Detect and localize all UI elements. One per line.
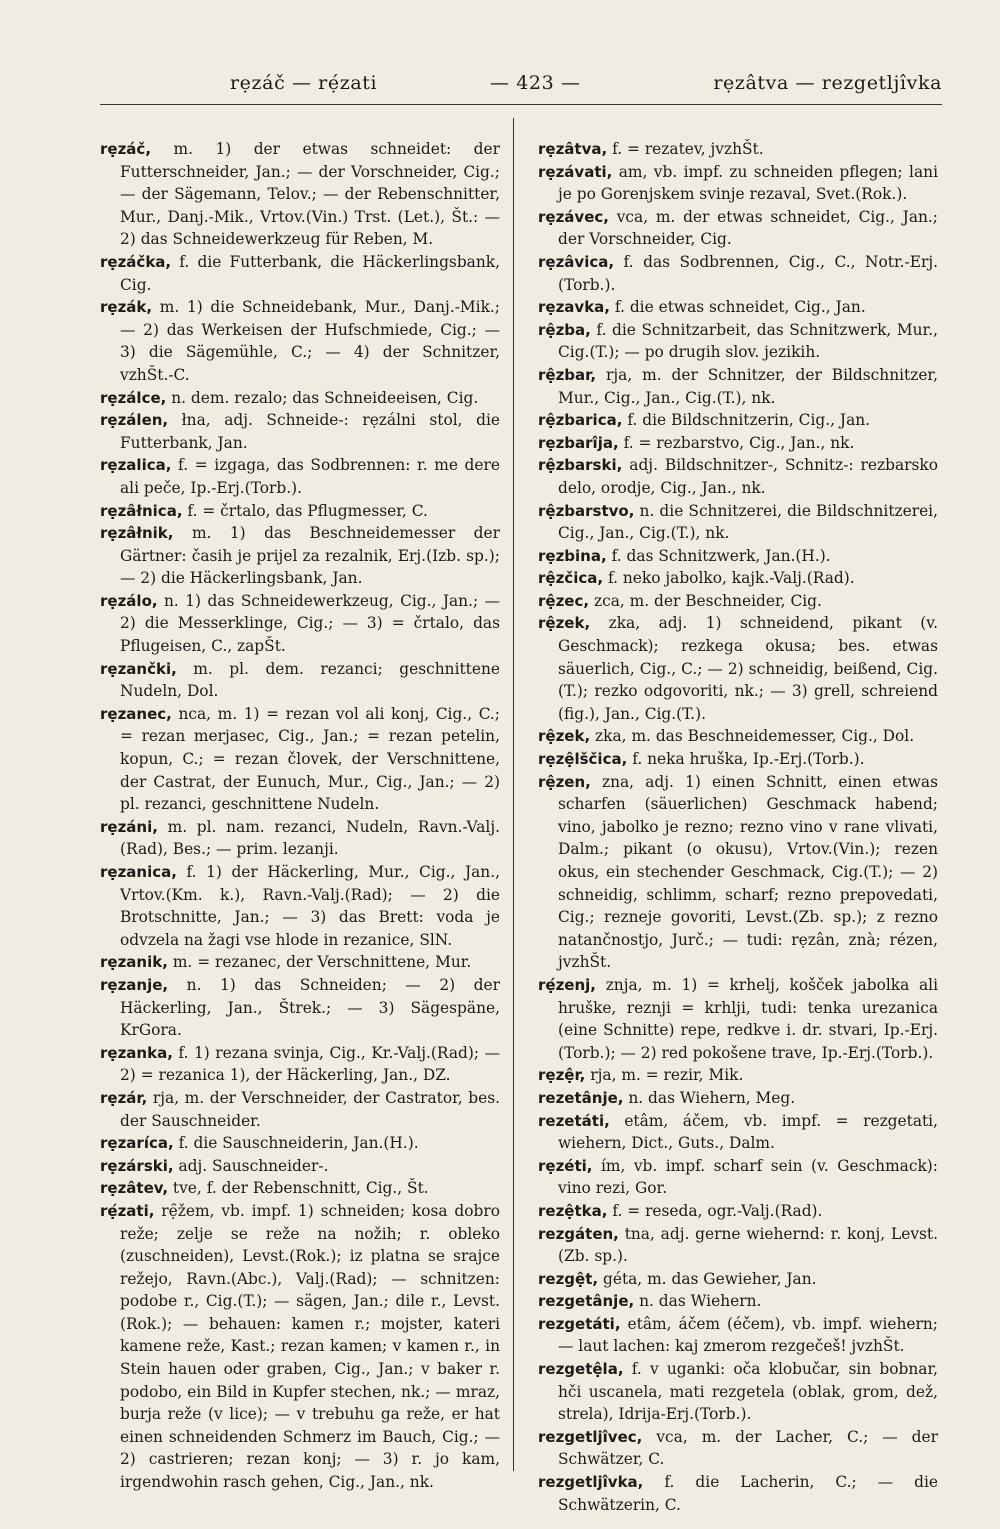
entry-definition: f. 1) der Häckerling, Mur., Cig., Jan., Vrtov.(Km. k.), Ravn.-Valj.(Rad); — 2) die Brotschnitte, Jan.; — 3) das Brett: voda je odvzela na žagi vse hlode in rezanice, SlN. bbox=[120, 863, 500, 949]
entry-definition: adj. Sauschneider-. bbox=[173, 1156, 329, 1175]
dictionary-entry bbox=[538, 296, 938, 319]
entry-headword: rệzen, bbox=[538, 772, 591, 791]
entry-definition: m. 1) der etwas schneidet: der Futterschneider, Jan.; — der Vorschneider, Cig.; — der Sägemann, Telov.; — der Rebenschnitter, Mur., Danj.-Mik., Vrtov.(Vin.) Trst. (Let.), Št.: — 2) das Schneidewerkzeug für Reben, M. bbox=[120, 140, 500, 249]
entry-headword: rệzba, bbox=[538, 320, 591, 339]
dictionary-entry bbox=[100, 861, 500, 951]
entry-definition: m. pl. dem. rezanci; geschnittene Nudeln, Dol. bbox=[120, 659, 500, 701]
entry-definition: f. neka hruška, Ip.-Erj.(Torb.). bbox=[627, 750, 865, 769]
header-right-guide: rẹzâtva — rezgetljîvka bbox=[713, 72, 942, 94]
entry-definition: rja, m. = rezir, Mik. bbox=[585, 1066, 744, 1085]
entry-definition: łna, adj. Schneide-: rẹzálni stol, die Futterbank, Jan. bbox=[120, 411, 500, 452]
entry-definition: zka, adj. 1) schneidend, pikant (v. Geschmack); rezkega okusa; bes. etwas säuerlich, Cig., C.; — 2) schneidig, beißend, Cig.(T.); rezko odgovoriti, nk.; — 3) grell, schreiend (fig.), Jan., Cig.(T.). bbox=[558, 614, 938, 723]
entry-definition: f. die Futterbank, die Häckerlingsbank, Cig. bbox=[120, 252, 500, 294]
entry-definition: n. die Schnitzerei, die Bildschnitzerei, Cig., Jan., Cig.(T.), nk. bbox=[558, 501, 938, 543]
entry-headword: rẹzák, bbox=[100, 298, 153, 317]
entry-headword: rezetânje, bbox=[538, 1088, 624, 1107]
header-left-guide: rẹzáč — rẹ́zati bbox=[230, 72, 378, 94]
entry-headword: rệzbarski, bbox=[538, 456, 623, 475]
entry-definition: f. die Schnitzarbeit, das Schnitzwerk, Mur., Cig.(T.); — po drugih slov. jezikih. bbox=[558, 320, 938, 362]
entry-headword: rẹzalica, bbox=[100, 456, 172, 475]
entry-headword: rẹ́zati, bbox=[100, 1201, 155, 1220]
entry-definition: f. die etwas schneidet, Cig., Jan. bbox=[610, 298, 866, 317]
dictionary-entry bbox=[538, 1313, 938, 1358]
entry-headword: rẹzávec, bbox=[538, 207, 609, 226]
dictionary-entry bbox=[100, 251, 500, 296]
dictionary-entry bbox=[538, 1110, 938, 1155]
entry-headword: rẹzálce, bbox=[100, 388, 167, 407]
entry-headword: rezgệt, bbox=[538, 1269, 599, 1288]
entry-headword: rệzec, bbox=[538, 591, 590, 610]
entry-headword: rẹzár, bbox=[100, 1088, 148, 1107]
entry-headword: rezgetânje, bbox=[538, 1292, 635, 1311]
dictionary-entry bbox=[538, 206, 938, 251]
entry-definition: f. die Bildschnitzerin, Cig., Jan. bbox=[622, 411, 871, 430]
dictionary-entry bbox=[100, 387, 500, 410]
running-header bbox=[100, 72, 942, 102]
entry-headword: rezgetljîvec, bbox=[538, 1427, 643, 1446]
entry-headword: rẹzáčka, bbox=[100, 252, 172, 271]
entry-headword: rẹzálen, bbox=[100, 411, 169, 430]
dictionary-entry bbox=[538, 1223, 938, 1268]
entry-definition: f. das Sodbrennen, Cig., C., Notr.-Erj.(Torb.). bbox=[558, 252, 938, 294]
entry-definition: f. = črtalo, das Pflugmesser, C. bbox=[182, 501, 428, 520]
entry-headword: rệzbarstvo, bbox=[538, 501, 635, 520]
entry-definition: vca, m. der etwas schneidet, Cig., Jan.; der Vorschneider, Cig. bbox=[558, 207, 938, 249]
dictionary-entry bbox=[538, 319, 938, 364]
dictionary-entry bbox=[538, 612, 938, 725]
dictionary-entry bbox=[100, 1132, 500, 1155]
page-number: — 423 — bbox=[490, 72, 581, 94]
entry-headword: rẹzáč, bbox=[100, 140, 152, 158]
entry-headword: rẹzanje, bbox=[100, 975, 169, 994]
entry-definition: m. pl. nam. rezanci, Nudeln, Ravn.-Valj.(Rad), Bes.; — prim. lezanji. bbox=[120, 817, 500, 859]
entry-definition: etâm, áčem, vb. impf. = rezgetati, wiehern, Dict., Guts., Dalm. bbox=[558, 1111, 938, 1153]
entry-definition: zca, m. der Beschneider, Cig. bbox=[589, 591, 822, 610]
dictionary-entry bbox=[538, 1426, 938, 1471]
entry-definition: n. dem. rezalo; das Schneideeisen, Cig. bbox=[166, 388, 479, 407]
dictionary-entry bbox=[538, 1155, 938, 1200]
entry-headword: rẹ́zenj, bbox=[538, 975, 596, 994]
entry-headword: rezetáti, bbox=[538, 1111, 610, 1130]
dictionary-entry bbox=[538, 1200, 938, 1223]
dictionary-entry bbox=[538, 409, 938, 432]
dictionary-entry bbox=[538, 364, 938, 409]
entry-headword: rẹzavka, bbox=[538, 298, 610, 317]
dictionary-entry bbox=[538, 251, 938, 296]
dictionary-entry bbox=[100, 500, 500, 523]
dictionary-entry bbox=[538, 1290, 938, 1313]
entry-definition: f. v uganki: oča klobučar, sin bobnar, hči uscanela, mati rezgetela (oblak, grom, dež, strela), Idrija-Erj.(Torb.). bbox=[558, 1360, 938, 1424]
dictionary-entry bbox=[100, 1042, 500, 1087]
entry-definition: nca, m. 1) = rezan vol ali konj, Cig., C.; = rezan merjasec, Cig., Jan.; = rezan petelin, kopun, C.; = rezan človek, der Verschnittene, der Castrat, der Eunuch, Mur., Cig., Jan.; — 2) pl. rezanci, geschnittene Nudeln. bbox=[120, 704, 500, 814]
entry-headword: rệzbar, bbox=[538, 365, 597, 384]
dictionary-entry bbox=[538, 590, 938, 613]
column-divider bbox=[513, 118, 514, 1471]
entry-headword: rẹzálo, bbox=[100, 591, 158, 610]
dictionary-entry bbox=[538, 1471, 938, 1516]
dictionary-entry bbox=[100, 658, 500, 703]
dictionary-entry bbox=[538, 432, 938, 455]
dictionary-entry bbox=[538, 545, 938, 568]
entry-headword: rệzek, bbox=[538, 727, 591, 746]
entry-definition: f. = izgaga, das Sodbrennen: r. me dere ali peče, Ip.-Erj.(Torb.). bbox=[120, 456, 500, 497]
entry-definition: n. das Wiehern, Meg. bbox=[623, 1088, 796, 1107]
entry-definition: am, vb. impf. zu schneiden pflegen; lani je po Gorenjskem svinje rezaval, Svet.(Rok.). bbox=[558, 162, 938, 204]
dictionary-entry bbox=[538, 748, 938, 771]
entry-definition: f. die Lacherin, C.; — die Schwätzerin, C. bbox=[558, 1473, 938, 1514]
entry-definition: m. 1) das Beschneidemesser der Gärtner: časih je prijel za rezalnik, Erj.(Izb. sp.); — 2) die Häckerlingsbank, Jan. bbox=[120, 524, 500, 588]
entry-definition: znja, m. 1) = krhelj, košček jabolka ali hruške, reznji = krhlji, tudi: tenka urezanica (eine Schnitte) repe, redkve i. dr. stvari, Ip.-Erj.(Torb.); — 2) red pokošene trave, Ip.-Erj.(Torb.). bbox=[558, 975, 938, 1062]
dictionary-entry bbox=[538, 138, 938, 161]
dictionary-entry bbox=[100, 1155, 500, 1178]
header-rule bbox=[100, 104, 942, 105]
entry-headword: rệzčica, bbox=[538, 569, 604, 588]
entry-headword: rẹzệlščica, bbox=[538, 750, 628, 769]
entry-headword: rẹzâtva, bbox=[538, 140, 608, 158]
entry-definition: n. 1) das Schneidewerkzeug, Cig., Jan.; — 2) die Messerklinge, Cig.; — 3) = črtalo, das Pflugeisen, C., zapŠt. bbox=[120, 591, 500, 656]
dictionary-entry bbox=[100, 1200, 500, 1494]
entry-headword: rẹzanec, bbox=[100, 704, 172, 723]
entry-headword: rezgáten, bbox=[538, 1224, 619, 1243]
entry-definition: m. 1) die Schneidebank, Mur., Danj.-Mik.; — 2) das Werkeisen der Hufschmiede, Cig.; — 3) die Sägemühle, C.; — 4) der Schnitzer, vzhŠt.-C. bbox=[120, 298, 500, 384]
dictionary-entry bbox=[538, 1268, 938, 1291]
entry-headword: rẹzanica, bbox=[100, 863, 177, 881]
entry-definition: f. neko jabolko, kajk.-Valj.(Rad). bbox=[603, 569, 855, 588]
dictionary-entry bbox=[100, 1177, 500, 1200]
entry-definition: géta, m. das Gewieher, Jan. bbox=[598, 1269, 817, 1288]
dictionary-entry bbox=[538, 1087, 938, 1110]
dictionary-entry bbox=[538, 567, 938, 590]
entry-headword: rẹzanik, bbox=[100, 953, 168, 972]
entry-definition: adj. Bildschnitzer-, Schnitz-: rezbarsko delo, orodje, Cig., Jan., nk. bbox=[558, 456, 938, 497]
entry-headword: rezệtka, bbox=[538, 1201, 608, 1220]
entry-definition: vca, m. der Lacher, C.; — der Schwätzer, C. bbox=[558, 1427, 938, 1469]
dictionary-entry bbox=[100, 590, 500, 658]
entry-definition: zka, m. das Beschneidemesser, Cig., Dol. bbox=[590, 727, 915, 746]
entry-definition: f. 1) rezana svinja, Cig., Kr.-Valj.(Rad); — 2) = rezanica 1), der Häckerling, Jan., DZ. bbox=[120, 1043, 500, 1085]
entry-headword: rệzek, bbox=[538, 614, 591, 633]
entry-headword: rẹzávati, bbox=[538, 162, 613, 181]
right-column bbox=[538, 138, 938, 1516]
entry-headword: rẹzâtev, bbox=[100, 1179, 169, 1198]
dictionary-entry bbox=[100, 296, 500, 386]
entry-definition: tna, adj. gerne wiehernd: r. konj, Levst.(Zb. sp.). bbox=[558, 1224, 938, 1266]
entry-definition: zna, adj. 1) einen Schnitt, einen etwas scharfen (säuerlichen) Geschmack habend; vino, jabolko je rezno; rezno vino v rane vlivati, Dalm.; pikant (o okusu), Vrtov.(Vin.); rezen okus, ein stechender Geschmack, Cig.(T.); — 2) schneidig, schlimm, scharf; rezno prepovedati, Cig.; rezneje govoriti, Levst.(Zb. sp.); z rezno natančnostjo, Jurč.; — tudi: rẹzân, znà; rézen, jvzhŠt. bbox=[558, 772, 938, 972]
dictionary-entry bbox=[538, 725, 938, 748]
entry-headword: rẹzâłnik, bbox=[100, 524, 174, 543]
dictionary-entry bbox=[100, 138, 500, 251]
entry-headword: rẹzéti, bbox=[538, 1156, 593, 1175]
entry-definition: etâm, áčem (éčem), vb. impf. wiehern; — laut lachen: kaj zmerom rezgečeš! jvzhŠt. bbox=[558, 1314, 938, 1356]
entry-definition: f. das Schnitzwerk, Jan.(H.). bbox=[606, 546, 831, 565]
entry-headword: rẹzbarîja, bbox=[538, 433, 619, 452]
entry-headword: rẹzančki, bbox=[100, 659, 177, 678]
entry-definition: n. das Wiehern. bbox=[634, 1292, 762, 1311]
dictionary-entry bbox=[100, 703, 500, 816]
entry-headword: rẹzâłnica, bbox=[100, 501, 183, 520]
entry-definition: rja, m. der Verschneider, der Castrator, bes. der Sauschneider. bbox=[120, 1088, 500, 1130]
entry-definition: f. die Sauschneiderin, Jan.(H.). bbox=[173, 1134, 419, 1153]
entry-definition: n. 1) das Schneiden; — 2) der Häckerling, Jan., Štrek.; — 3) Sägespäne, KrGora. bbox=[120, 975, 500, 1040]
dictionary-entry bbox=[538, 161, 938, 206]
entry-headword: rẹzệr, bbox=[538, 1066, 586, 1085]
entry-headword: rẹzáni, bbox=[100, 817, 158, 836]
dictionary-entry bbox=[538, 1358, 938, 1426]
entry-definition: ím, vb. impf. scharf sein (v. Geschmack): vino rezi, Gor. bbox=[558, 1156, 938, 1198]
entry-definition: m. = rezanec, der Verschnittene, Mur. bbox=[167, 953, 472, 972]
dictionary-entry bbox=[100, 974, 500, 1042]
entry-headword: rezgetáti, bbox=[538, 1314, 621, 1333]
entry-headword: rệzbarica, bbox=[538, 411, 623, 430]
entry-definition: f. = reseda, ogr.-Valj.(Rad). bbox=[607, 1201, 823, 1220]
dictionary-entry bbox=[100, 409, 500, 454]
dictionary-entry bbox=[100, 454, 500, 499]
dictionary-entry bbox=[100, 816, 500, 861]
dictionary-entry bbox=[100, 1087, 500, 1132]
entry-headword: rezgetljîvka, bbox=[538, 1473, 644, 1492]
dictionary-entry bbox=[538, 974, 938, 1064]
entry-definition: rẹ̑žem, vb. impf. 1) schneiden; kosa dobro reže; zelje se reže na nožih; r. obleko (zuschneiden), Levst.(Rok.); iz platna se srajce režejo, Ravn.(Abc.), Valj.(Rad); — schnitzen: podobe r., Cig.(T.); — sägen, Jan.; dile r., Levst.(Rok.); — behauen: kamen r.; mojster, kateri kamene reže, Kast.; rezan kamen; v kamen r., in Stein hauen oder graben, Cig., Jan.; v baker r. podobo, ein Bild in Kupfer stechen, nk.; — mraz, burja reže (v lice); — v trebuhu ga reže, er hat einen schneidenden Schmerz im Bauch, Cig.; — 2) castrieren; rezan konj; — 3) r. jo kam, irgendwohin rasch gehen, Cig., Jan., nk. bbox=[120, 1201, 500, 1492]
entry-headword: rẹzâvica, bbox=[538, 252, 615, 271]
entry-definition: rja, m. der Schnitzer, der Bildschnitzer, Mur., Cig., Jan., Cig.(T.), nk. bbox=[558, 365, 938, 407]
entry-definition: tve, f. der Rebenschnitt, Cig., Št. bbox=[168, 1179, 429, 1198]
entry-headword: rẹzárski, bbox=[100, 1156, 174, 1175]
entry-definition: f. = rezatev, jvzhŠt. bbox=[607, 140, 764, 158]
dictionary-entry bbox=[538, 500, 938, 545]
entry-headword: rẹzanka, bbox=[100, 1043, 173, 1062]
entry-headword: rẹzaríca, bbox=[100, 1134, 174, 1153]
entry-headword: rẹzbina, bbox=[538, 546, 607, 565]
entry-headword: rezgetệla, bbox=[538, 1360, 624, 1379]
dictionary-entry bbox=[538, 1064, 938, 1087]
dictionary-entry bbox=[100, 951, 500, 974]
dictionary-entry bbox=[538, 771, 938, 974]
dictionary-entry bbox=[100, 522, 500, 590]
dictionary-entry bbox=[538, 454, 938, 499]
entry-definition: f. = rezbarstvo, Cig., Jan., nk. bbox=[618, 433, 855, 452]
left-column bbox=[100, 138, 500, 1494]
